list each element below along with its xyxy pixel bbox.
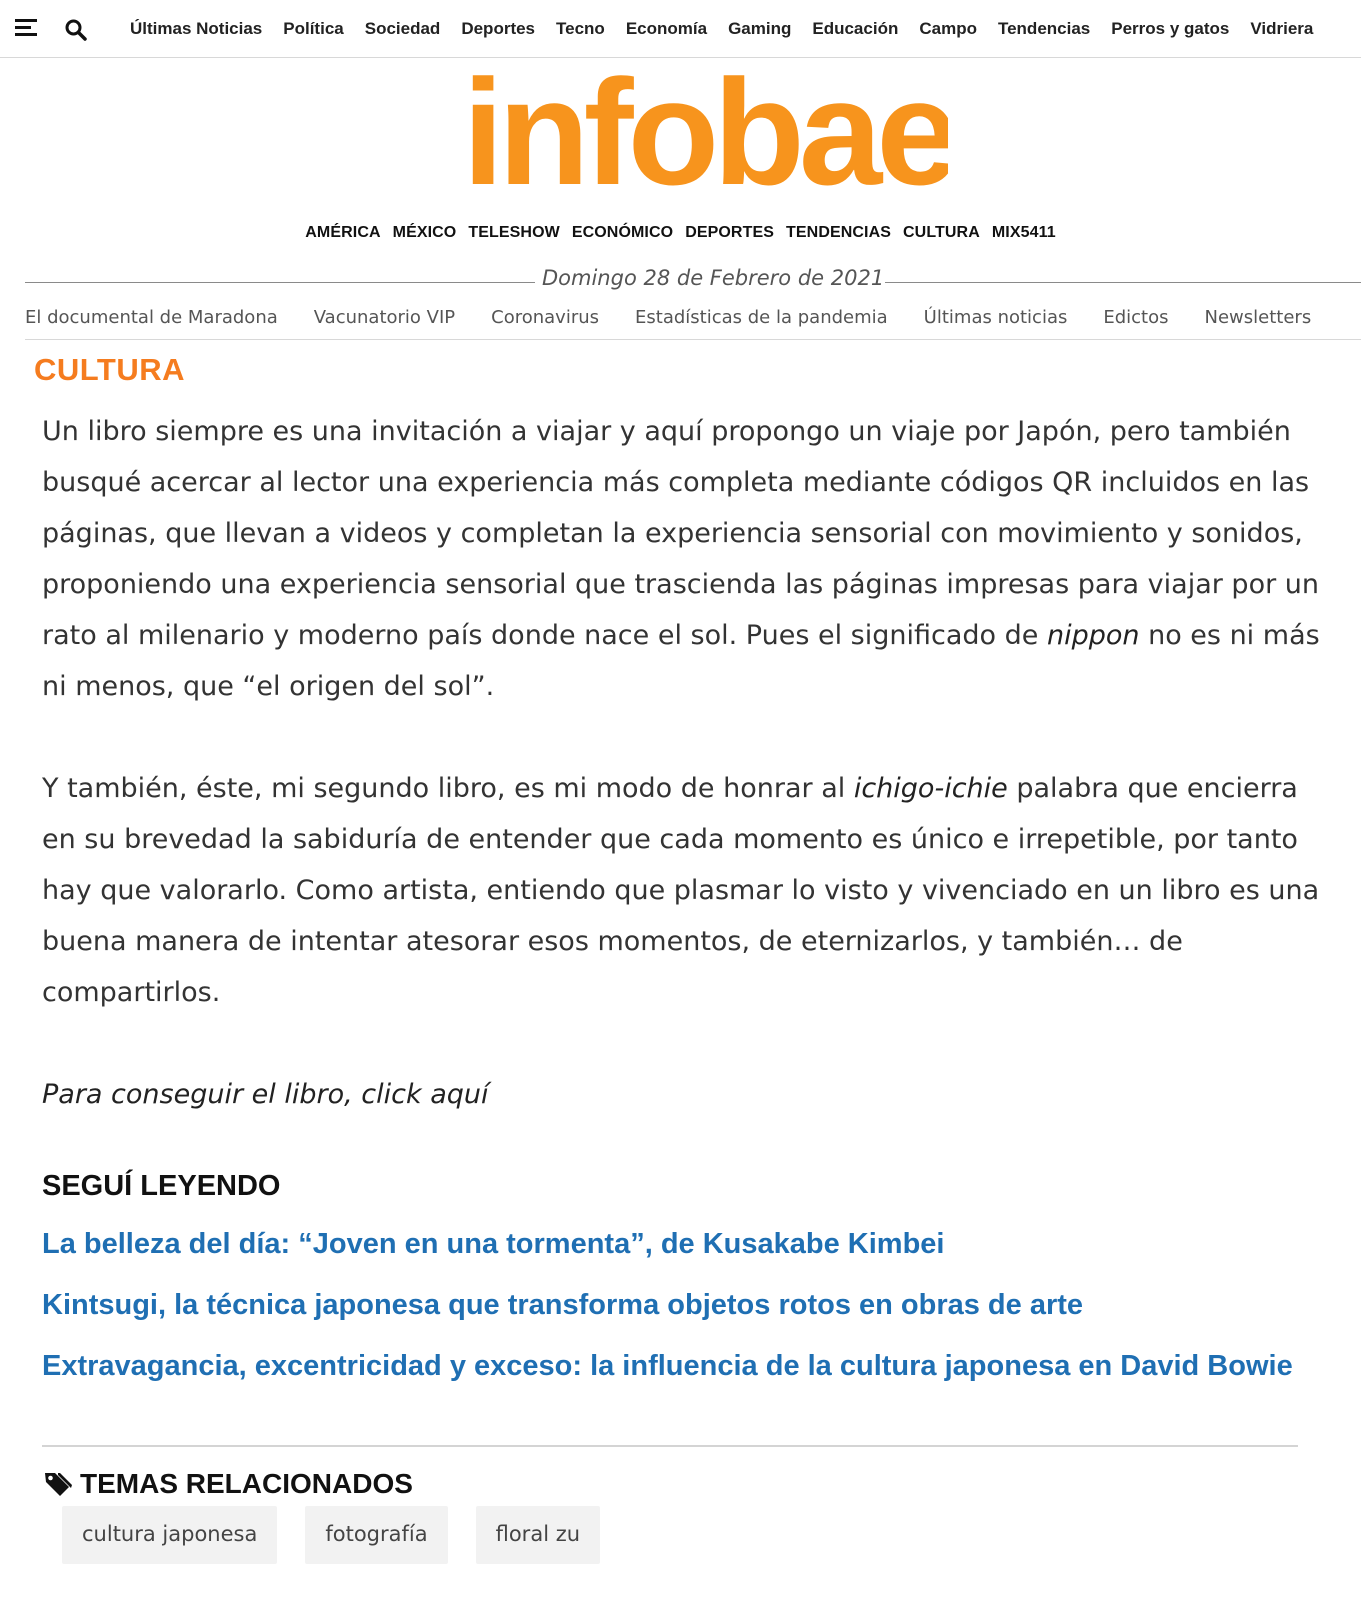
infobae-logo[interactable] [468, 60, 948, 200]
article-paragraph [42, 763, 1322, 1018]
topnav-list [130, 0, 1334, 58]
trending-item[interactable]: Newsletters [1204, 307, 1312, 328]
related-link[interactable]: Kintsugi, la técnica japonesa que transforma objetos rotos en obras de arte [42, 1289, 1084, 1321]
related-link[interactable]: La belleza del día: “Joven en una tormenta”, de Kusakabe Kimbei [42, 1228, 945, 1260]
paragraph-text: Un libro siempre es una invitación a viajar y aquí propongo un viaje por Japón, pero también busqué acercar al lector una experiencia más completa mediante códigos QR incluidos en las páginas, que llevan a videos y completan la experiencia sensorial con movimiento y sonidos, proponiendo una experiencia sensorial que trascienda las páginas impresas para viajar por un rato al milenario y moderno país donde nace el sol. Pues el significado de [42, 416, 1319, 651]
topics-header [42, 1468, 413, 1500]
book-link-label: click aquí [361, 1079, 489, 1110]
trending-item[interactable]: Estadísticas de la pandemia [635, 307, 888, 328]
trending-navigation [25, 296, 1361, 340]
current-date: Domingo 28 de Febrero de 2021 [542, 266, 885, 290]
trending-item[interactable]: Últimas noticias [923, 307, 1068, 328]
topnav-item[interactable]: Perros y gatos [1111, 19, 1230, 38]
search-icon[interactable] [64, 18, 88, 42]
book-cta-text: Para conseguir el libro, [42, 1079, 362, 1110]
topnav-item[interactable]: Vidriera [1250, 19, 1314, 38]
trending-item[interactable]: El documental de Maradona [25, 307, 278, 328]
topic-tag[interactable]: floral zu [476, 1506, 600, 1564]
date-line [25, 266, 1361, 296]
section-item[interactable]: TELESHOW [468, 224, 560, 241]
section-divider [42, 1445, 1298, 1447]
emphasis-text: nippon [1046, 620, 1140, 651]
section-item[interactable]: AMÉRICA [305, 224, 381, 241]
emphasis-text: ichigo-ichie [853, 773, 1008, 804]
section-item[interactable]: TENDENCIAS [786, 224, 892, 241]
topnav-item[interactable]: Sociedad [364, 19, 441, 38]
topnav-item[interactable]: Campo [919, 19, 977, 38]
section-navigation [0, 224, 1361, 242]
section-item[interactable]: CULTURA [903, 224, 980, 241]
divider-right [885, 282, 1361, 283]
paragraph-text: palabra que encierra en su brevedad la sabiduría de entender que cada momento es único e irrepetible, por tanto hay que valorarlo. Como artista, entiendo que plasmar lo visto y vivenciado en un libro es una buena manera de intentar atesorar esos momentos, de eternizarlos, y también… de compartirlos. [42, 773, 1320, 1008]
top-navigation [0, 0, 1361, 58]
article-body [42, 406, 1322, 1171]
section-item[interactable]: ECONÓMICO [571, 224, 674, 241]
topic-tag[interactable]: cultura japonesa [62, 1506, 277, 1564]
topnav-item[interactable]: Gaming [728, 19, 792, 38]
paragraph-text: no es ni más ni menos, que “el origen del sol”. [42, 620, 1320, 702]
tags-icon [42, 1469, 72, 1499]
related-links [42, 1222, 1302, 1405]
paragraph-text: Y también, éste, mi segundo libro, es mi modo de honrar al [42, 773, 854, 804]
topnav-item[interactable]: Últimas Noticias [130, 19, 263, 38]
divider-left [25, 282, 535, 283]
section-item[interactable]: MIX5411 [991, 224, 1056, 241]
category-label[interactable]: CULTURA [34, 352, 186, 387]
trending-item[interactable]: Edictos [1103, 307, 1169, 328]
article-paragraph [42, 406, 1322, 712]
topnav-item[interactable]: Deportes [461, 19, 536, 38]
topnav-item[interactable]: Educación [812, 19, 899, 38]
article-paragraph [42, 1069, 1322, 1120]
topic-tag[interactable]: fotografía [305, 1506, 447, 1564]
topic-tags [62, 1506, 628, 1564]
menu-icon[interactable] [15, 19, 37, 37]
book-link[interactable] [361, 1079, 488, 1110]
topnav-item[interactable]: Tecno [556, 19, 605, 38]
topnav-item[interactable]: Política [283, 19, 344, 38]
section-item[interactable]: MÉXICO [392, 224, 457, 241]
section-item[interactable]: DEPORTES [685, 224, 775, 241]
topics-heading: TEMAS RELACIONADOS [80, 1468, 413, 1499]
topnav-item[interactable]: Economía [625, 19, 708, 38]
topnav-item[interactable]: Tendencias [997, 19, 1091, 38]
logo-wordmark: infobae [468, 60, 948, 200]
trending-item[interactable]: Vacunatorio VIP [313, 307, 456, 328]
related-heading: SEGUÍ LEYENDO [42, 1170, 281, 1202]
trending-item[interactable]: Coronavirus [491, 307, 600, 328]
related-link[interactable]: Extravagancia, excentricidad y exceso: la influencia de la cultura japonesa en David Bowie [42, 1350, 1293, 1382]
